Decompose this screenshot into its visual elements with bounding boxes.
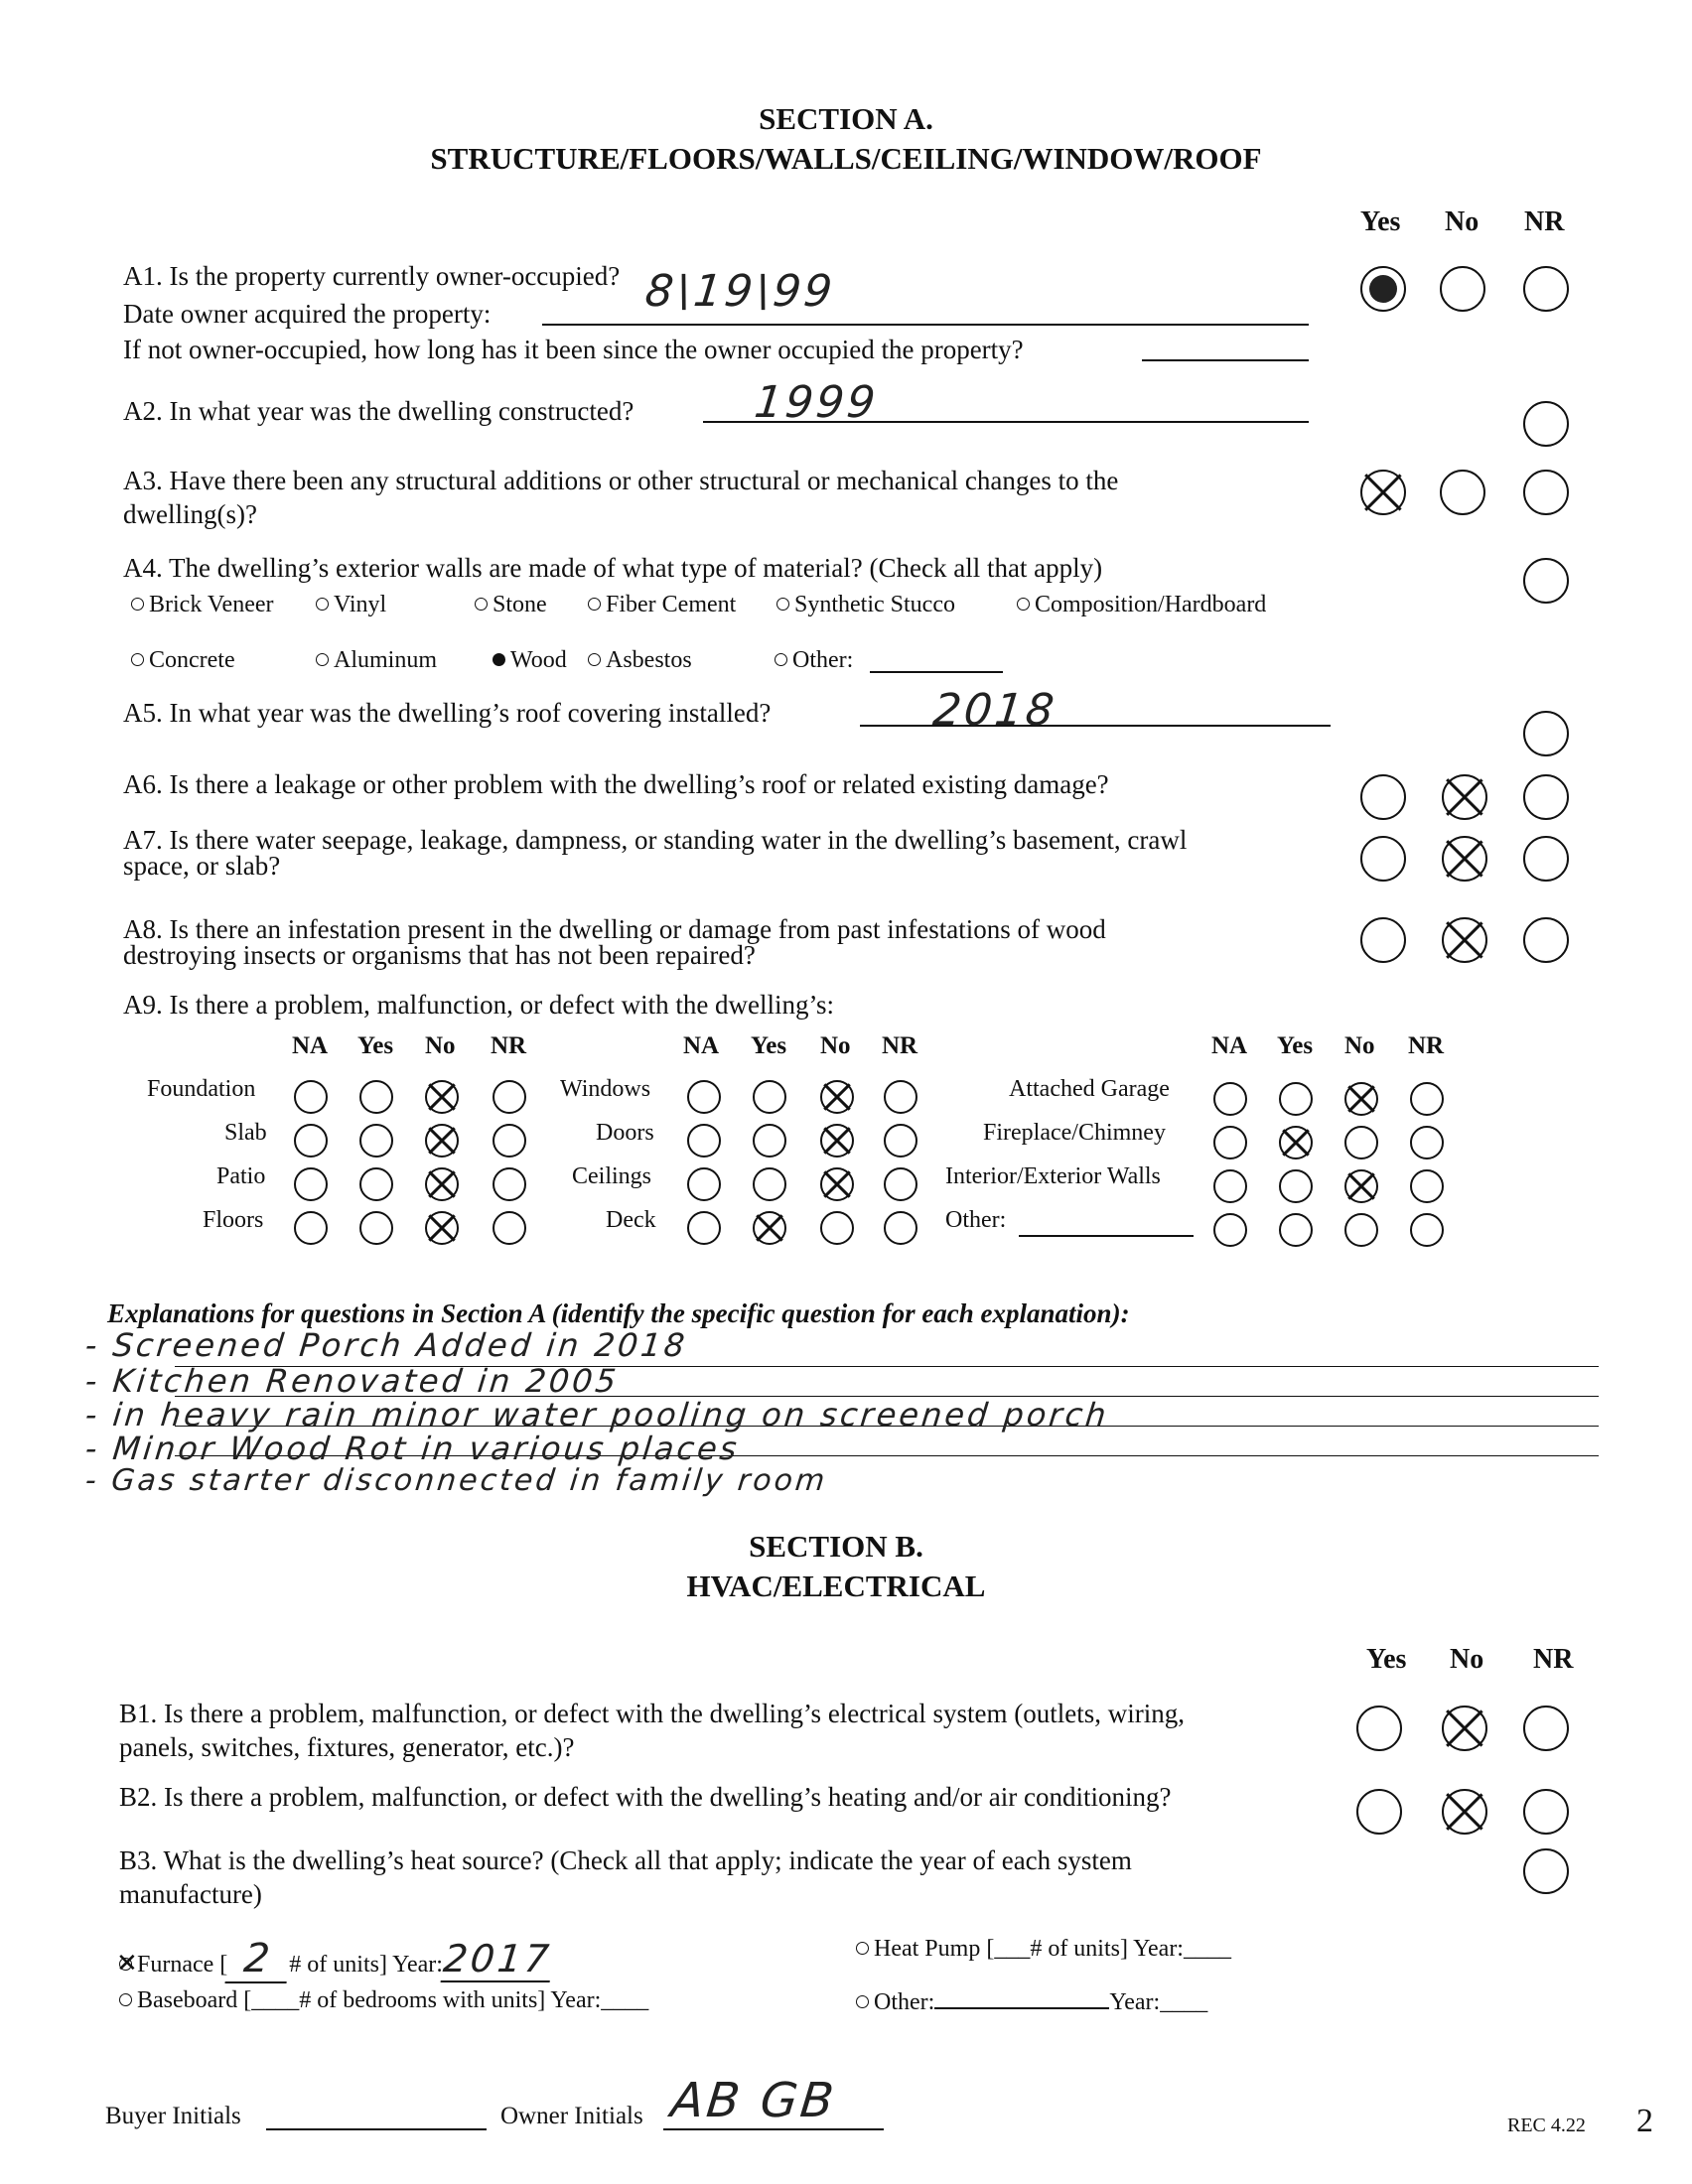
a9-doors-no[interactable]	[820, 1124, 854, 1158]
a9-patio-na[interactable]	[294, 1167, 328, 1201]
b3-baseboard[interactable]	[119, 1987, 648, 2014]
b3-furnace[interactable]	[116, 1936, 554, 1983]
a9-attached-garage-nr[interactable]	[1410, 1082, 1444, 1116]
section-b-title: SECTION B.	[749, 1529, 923, 1564]
a9-other-no[interactable]	[1344, 1213, 1378, 1247]
a9-other-line[interactable]	[1019, 1235, 1194, 1237]
b3-baseboard-label: Baseboard [____# of bedrooms with units] Year:____	[137, 1987, 649, 2013]
section-a-title: SECTION A.	[759, 101, 933, 136]
b3-furnace-checkbox[interactable]	[116, 1949, 138, 1979]
explanation-line-3[interactable]: - in heavy rain minor water pooling on screened porch	[83, 1396, 1111, 1433]
b2-nr-radio[interactable]	[1523, 1789, 1569, 1835]
page-number: 2	[1636, 2103, 1653, 2139]
b2-question: B2. Is there a problem, malfunction, or defect with the dwelling’s heating and/or air conditioning?	[119, 1782, 1172, 1812]
a4-option-radio[interactable]	[475, 598, 488, 611]
a3-question-line2: dwelling(s)?	[123, 499, 257, 529]
a8-nr-radio[interactable]	[1523, 917, 1569, 963]
b1-question-line2: panels, switches, fixtures, generator, etc.)?	[119, 1732, 575, 1762]
a9-col3-na-header: NA	[1211, 1032, 1248, 1059]
a4-option-radio-checked[interactable]	[493, 653, 505, 666]
a4-option-radio[interactable]	[131, 598, 144, 611]
a9-item-foundation: Foundation	[147, 1076, 256, 1102]
a9-item-interior-exterior-walls: Interior/Exterior Walls	[945, 1163, 1161, 1189]
a4-option-label: Wood	[510, 647, 567, 673]
b3-furnace-year-label: # of units] Year:	[289, 1952, 443, 1978]
a9-question: A9. Is there a problem, malfunction, or defect with the dwelling’s:	[123, 990, 835, 1020]
a4-option-label: Other:	[792, 647, 854, 673]
a9-slab-na[interactable]	[294, 1124, 328, 1158]
owner-initials-line	[663, 2128, 884, 2130]
a4-option-stone[interactable]	[475, 592, 547, 618]
a4-option-synthetic-stucco[interactable]	[776, 592, 955, 618]
b3-other-year-label: Year:____	[1109, 1989, 1208, 2015]
a9-patio-nr[interactable]	[493, 1167, 526, 1201]
a8-yes-radio[interactable]	[1360, 917, 1406, 963]
a9-slab-nr[interactable]	[493, 1124, 526, 1158]
a5-nr-radio[interactable]	[1523, 711, 1569, 756]
b-col-yes-header: Yes	[1366, 1644, 1407, 1675]
a9-windows-na[interactable]	[687, 1080, 721, 1114]
a9-col2-no-header: No	[820, 1032, 851, 1059]
a9-foundation-no[interactable]	[425, 1080, 459, 1114]
a4-question: A4. The dwelling’s exterior walls are made of what type of material? (Check all that apply)	[123, 553, 1103, 583]
buyer-initials-label: Buyer Initials	[105, 2103, 241, 2129]
a9-windows-yes[interactable]	[753, 1080, 786, 1114]
a9-walls-yes[interactable]	[1279, 1169, 1313, 1203]
a9-attached-garage-no[interactable]	[1344, 1082, 1378, 1116]
a9-col3-no-header: No	[1344, 1032, 1375, 1059]
a9-other-nr[interactable]	[1410, 1213, 1444, 1247]
b3-furnace-label: Furnace [	[137, 1952, 228, 1978]
a9-doors-yes[interactable]	[753, 1124, 786, 1158]
b1-yes-radio[interactable]	[1356, 1706, 1402, 1751]
a4-option-label: Composition/Hardboard	[1035, 592, 1267, 617]
a9-col1-na-header: NA	[292, 1032, 329, 1059]
a9-patio-no[interactable]	[425, 1167, 459, 1201]
a8-question-line2: destroying insects or organisms that has not been repaired?	[123, 940, 756, 970]
form-code: REC 4.22	[1507, 2115, 1586, 2136]
b3-other[interactable]	[856, 1987, 1207, 2016]
a9-fireplace-chimney-nr[interactable]	[1410, 1126, 1444, 1160]
a4-option-label: Stone	[493, 592, 547, 617]
b-col-nr-header: NR	[1533, 1644, 1574, 1675]
a9-attached-garage-yes[interactable]	[1279, 1082, 1313, 1116]
a9-fireplace-chimney-no[interactable]	[1344, 1126, 1378, 1160]
a1-yes-radio[interactable]	[1360, 266, 1406, 312]
a9-deck-na[interactable]	[687, 1211, 721, 1245]
a4-option-fiber-cement[interactable]	[588, 592, 736, 618]
b3-other-line[interactable]	[934, 1987, 1109, 2009]
a9-item-slab: Slab	[224, 1120, 267, 1146]
a9-foundation-yes[interactable]	[359, 1080, 393, 1114]
a9-col3-yes-header: Yes	[1277, 1032, 1314, 1059]
a1-not-occupied-question: If not owner-occupied, how long has it been since the owner occupied the property?	[123, 335, 1024, 364]
a4-option-asbestos[interactable]	[588, 647, 692, 674]
a6-no-radio[interactable]	[1442, 774, 1487, 820]
a4-option-label: Aluminum	[334, 647, 438, 673]
a4-option-radio[interactable]	[316, 653, 329, 666]
a5-line	[860, 725, 1331, 727]
b3-other-radio[interactable]	[856, 1995, 869, 2008]
b3-nr-radio[interactable]	[1523, 1848, 1569, 1894]
a9-slab-no[interactable]	[425, 1124, 459, 1158]
a2-value[interactable]: 1999	[752, 377, 881, 428]
a8-question-line1: A8. Is there an infestation present in the dwelling or damage from past infestations of wood	[123, 914, 1106, 944]
b3-question-line1: B3. What is the dwelling’s heat source? (Check all that apply; indicate the year of each system	[119, 1845, 1132, 1875]
b1-question-line1: B1. Is there a problem, malfunction, or defect with the dwelling’s electrical system (outlets, wiring,	[119, 1699, 1185, 1728]
a1-date-label: Date owner acquired the property:	[123, 299, 492, 329]
a9-item-floors: Floors	[203, 1207, 264, 1233]
section-b-subtitle: HVAC/ELECTRICAL	[686, 1569, 986, 1603]
a1-date-value[interactable]: 8\19\99	[642, 266, 838, 317]
b2-yes-radio[interactable]	[1356, 1789, 1402, 1835]
a9-item-deck: Deck	[606, 1207, 656, 1233]
a9-deck-no[interactable]	[820, 1211, 854, 1245]
a4-option-radio[interactable]	[316, 598, 329, 611]
a4-option-radio[interactable]	[775, 653, 787, 666]
a9-ceilings-no[interactable]	[820, 1167, 854, 1201]
b1-no-radio[interactable]	[1442, 1706, 1487, 1751]
b3-furnace-units-value[interactable]: 2	[225, 1936, 292, 1983]
a9-walls-na[interactable]	[1213, 1169, 1247, 1203]
col-no-header: No	[1445, 206, 1480, 237]
a4-option-other[interactable]	[775, 647, 853, 674]
a9-item-ceilings: Ceilings	[572, 1163, 652, 1189]
a4-option-label: Concrete	[149, 647, 235, 673]
col-nr-header: NR	[1524, 206, 1565, 237]
a9-col1-yes-header: Yes	[357, 1032, 394, 1059]
a6-yes-radio[interactable]	[1360, 774, 1406, 820]
a4-option-concrete[interactable]	[131, 647, 235, 674]
a9-floors-yes[interactable]	[359, 1211, 393, 1245]
b3-furnace-year-value[interactable]: 2017	[441, 1937, 554, 1980]
check-mark-icon: ✕	[116, 1949, 138, 1979]
a4-other-line[interactable]	[870, 671, 1003, 673]
a9-walls-nr[interactable]	[1410, 1169, 1444, 1203]
a9-windows-no[interactable]	[820, 1080, 854, 1114]
a9-item-patio: Patio	[216, 1163, 266, 1189]
a4-option-label: Asbestos	[606, 647, 692, 673]
a9-floors-no[interactable]	[425, 1211, 459, 1245]
explanation-line-1[interactable]: - Screened Porch Added in 2018	[83, 1326, 690, 1364]
a9-doors-na[interactable]	[687, 1124, 721, 1158]
a7-question-line1: A7. Is there water seepage, leakage, dampness, or standing water in the dwelling’s basement, crawl	[123, 825, 1188, 855]
a8-no-radio[interactable]	[1442, 917, 1487, 963]
a3-no-radio[interactable]	[1440, 470, 1485, 515]
b3-heat-pump-radio[interactable]	[856, 1942, 869, 1955]
a4-option-radio[interactable]	[588, 598, 601, 611]
a9-col1-nr-header: NR	[491, 1032, 527, 1059]
b1-nr-radio[interactable]	[1523, 1706, 1569, 1751]
a4-option-brick-veneer[interactable]	[131, 592, 274, 618]
b-col-no-header: No	[1450, 1644, 1484, 1675]
owner-initials-signature[interactable]: AB GB	[668, 2073, 840, 2128]
explanation-line-5[interactable]: - Gas starter disconnected in family room	[83, 1463, 830, 1498]
a9-patio-yes[interactable]	[359, 1167, 393, 1201]
a9-ceilings-na[interactable]	[687, 1167, 721, 1201]
b3-heat-pump[interactable]	[856, 1936, 1231, 1963]
a9-fireplace-chimney-na[interactable]	[1213, 1126, 1247, 1160]
a9-item-other: Other:	[945, 1207, 1007, 1233]
owner-initials-label: Owner Initials	[500, 2103, 643, 2129]
a9-col3-nr-header: NR	[1408, 1032, 1445, 1059]
a3-question-line1: A3. Have there been any structural additions or other structural or mechanical changes to the	[123, 466, 1119, 495]
a9-col2-yes-header: Yes	[751, 1032, 787, 1059]
a9-deck-yes[interactable]	[753, 1211, 786, 1245]
a2-question: A2. In what year was the dwelling constructed?	[123, 396, 634, 426]
a1-date-line	[542, 324, 1309, 326]
a4-option-composition-hardboard[interactable]	[1017, 592, 1266, 618]
a4-option-radio[interactable]	[588, 653, 601, 666]
a9-col2-na-header: NA	[683, 1032, 720, 1059]
a3-yes-radio[interactable]	[1360, 470, 1406, 515]
a9-other-yes[interactable]	[1279, 1213, 1313, 1247]
a9-item-attached-garage: Attached Garage	[1009, 1076, 1170, 1102]
a4-option-label: Vinyl	[334, 592, 387, 617]
a4-option-radio[interactable]	[131, 653, 144, 666]
a9-floors-na[interactable]	[294, 1211, 328, 1245]
a9-foundation-na[interactable]	[294, 1080, 328, 1114]
a9-floors-nr[interactable]	[493, 1211, 526, 1245]
a6-nr-radio[interactable]	[1523, 774, 1569, 820]
a9-ceilings-yes[interactable]	[753, 1167, 786, 1201]
a4-option-label: Fiber Cement	[606, 592, 737, 617]
a2-nr-radio[interactable]	[1523, 401, 1569, 447]
a1-question: A1. Is the property currently owner-occupied?	[123, 261, 621, 291]
b3-question-line2: manufacture)	[119, 1879, 262, 1909]
a9-windows-nr[interactable]	[884, 1080, 917, 1114]
a9-walls-no[interactable]	[1344, 1169, 1378, 1203]
a9-ceilings-nr[interactable]	[884, 1167, 917, 1201]
b3-baseboard-radio[interactable]	[119, 1993, 132, 2006]
explanation-line-4[interactable]: - Minor Wood Rot in various places	[83, 1430, 742, 1467]
a1-no-radio[interactable]	[1440, 266, 1485, 312]
a6-question: A6. Is there a leakage or other problem with the dwelling’s roof or related existing damage?	[123, 769, 1109, 799]
a1-not-occupied-line[interactable]	[1142, 359, 1309, 361]
explanations-label: Explanations for questions in Section A (identify the specific question for each explanation):	[107, 1298, 1130, 1328]
a4-option-radio[interactable]	[1017, 598, 1030, 611]
section-a-subtitle: STRUCTURE/FLOORS/WALLS/CEILING/WINDOW/ROOF	[430, 141, 1262, 176]
a4-option-label: Synthetic Stucco	[794, 592, 955, 617]
b3-heat-pump-label: Heat Pump [___# of units] Year:____	[874, 1936, 1231, 1962]
a4-option-radio[interactable]	[776, 598, 789, 611]
a5-question: A5. In what year was the dwelling’s roof covering installed?	[123, 698, 772, 728]
b3-other-label: Other:	[874, 1989, 935, 2015]
a4-option-wood[interactable]	[493, 647, 567, 674]
a1-nr-radio[interactable]	[1523, 266, 1569, 312]
a4-option-aluminum[interactable]	[316, 647, 437, 674]
a3-nr-radio[interactable]	[1523, 470, 1569, 515]
a7-nr-radio[interactable]	[1523, 836, 1569, 882]
col-yes-header: Yes	[1360, 206, 1401, 237]
a4-nr-radio[interactable]	[1523, 558, 1569, 604]
a9-deck-nr[interactable]	[884, 1211, 917, 1245]
a9-col1-no-header: No	[425, 1032, 456, 1059]
a4-option-vinyl[interactable]	[316, 592, 386, 618]
a9-item-doors: Doors	[596, 1120, 654, 1146]
buyer-initials-line[interactable]	[266, 2128, 487, 2130]
a5-value[interactable]: 2018	[930, 685, 1059, 736]
a9-foundation-nr[interactable]	[493, 1080, 526, 1114]
explanation-line-2[interactable]: - Kitchen Renovated in 2005	[83, 1362, 621, 1400]
a9-item-fireplace-chimney: Fireplace/Chimney	[983, 1120, 1166, 1146]
a7-yes-radio[interactable]	[1360, 836, 1406, 882]
a7-no-radio[interactable]	[1442, 836, 1487, 882]
b2-no-radio[interactable]	[1442, 1789, 1487, 1835]
a7-question-line2: space, or slab?	[123, 851, 281, 881]
a9-other-na[interactable]	[1213, 1213, 1247, 1247]
a9-slab-yes[interactable]	[359, 1124, 393, 1158]
a9-item-windows: Windows	[560, 1076, 651, 1102]
a4-option-label: Brick Veneer	[149, 592, 274, 617]
a9-attached-garage-na[interactable]	[1213, 1082, 1247, 1116]
a9-col2-nr-header: NR	[882, 1032, 918, 1059]
a9-fireplace-chimney-yes[interactable]	[1279, 1126, 1313, 1160]
a9-doors-nr[interactable]	[884, 1124, 917, 1158]
